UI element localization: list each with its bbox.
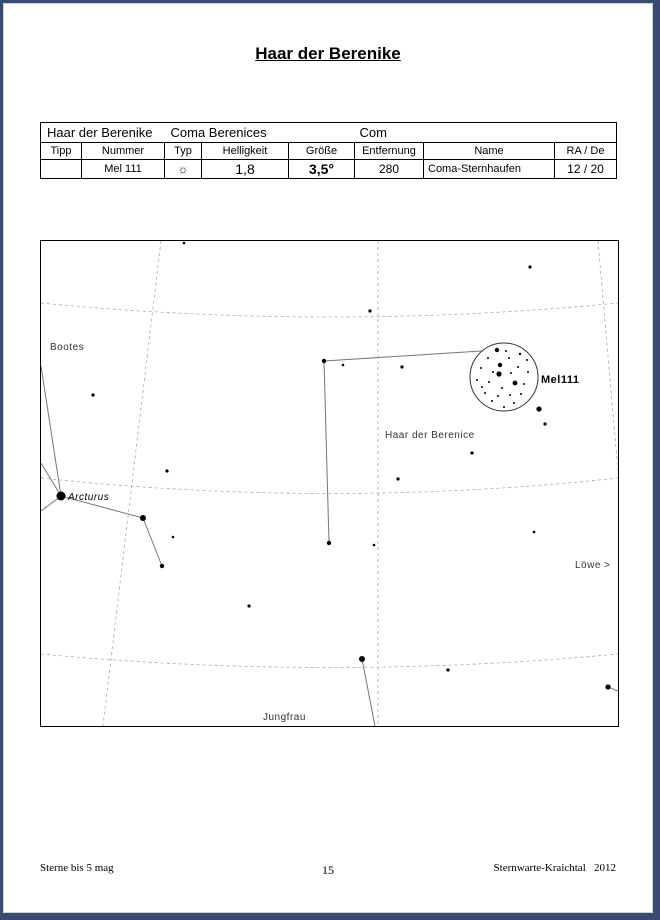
star-chart-svg [41, 241, 618, 726]
star [91, 393, 94, 396]
cell-entfernung: 280 [355, 160, 424, 179]
star [470, 451, 473, 454]
label-haar-der-berenice: Haar der Berenice [385, 430, 475, 441]
header-helligkeit: Helligkeit [202, 143, 289, 160]
grid-dec-line [41, 654, 618, 668]
star [183, 242, 186, 245]
document-page [3, 3, 653, 913]
grid-ra-line [103, 241, 161, 726]
header-ra-de: RA / De [555, 143, 617, 160]
star [359, 656, 365, 662]
page-title: Haar der Berenike [255, 44, 401, 63]
coma-line [324, 361, 329, 543]
label-mel111: Mel111 [541, 374, 580, 386]
star [536, 406, 541, 411]
constellation-info-table [40, 122, 617, 179]
header-typ: Typ [165, 143, 202, 160]
star [160, 564, 164, 568]
header-tipp: Tipp [41, 143, 82, 160]
star [528, 265, 531, 268]
label-arcturus: Arcturus [68, 492, 110, 503]
header-name: Name [424, 143, 555, 160]
constellation-lines [41, 350, 618, 726]
cell-typ-icon: ☼ [165, 160, 202, 179]
field-stars [57, 242, 611, 690]
star [605, 684, 610, 689]
label-bootes: Bootes [50, 342, 85, 353]
cell-helligkeit: 1,8 [202, 160, 289, 179]
bootes-line [41, 366, 61, 496]
constellation-name-de: Haar der Berenike [41, 123, 165, 143]
table-row [41, 160, 617, 179]
virgo-line [362, 659, 375, 726]
header-entfernung: Entfernung [355, 143, 424, 160]
cell-groesse: 3,5° [289, 160, 355, 179]
star [172, 536, 175, 539]
mel111-cluster [470, 343, 538, 411]
footer-right: Sternwarte-Kraichtal 2012 [493, 862, 616, 874]
star [327, 541, 331, 545]
star [400, 365, 403, 368]
star [247, 604, 250, 607]
star [396, 477, 399, 480]
grid-dec-line [41, 303, 618, 317]
bootes-line [143, 518, 162, 566]
coordinate-grid [41, 241, 618, 726]
star [322, 359, 326, 363]
star [533, 531, 536, 534]
constellation-name-lat: Coma Berenices [165, 123, 355, 143]
cell-name: Coma-Sternhaufen [424, 160, 555, 179]
cell-tipp [41, 160, 82, 179]
star [342, 364, 345, 367]
footer-left: Sterne bis 5 mag [40, 862, 114, 874]
star [373, 544, 376, 547]
label-loewe: Löwe > [575, 560, 611, 571]
grid-dec-line [41, 478, 618, 494]
star-chart [40, 240, 619, 727]
cell-ra-de: 12 / 20 [555, 160, 617, 179]
table-header-row [41, 143, 617, 160]
header-groesse: Größe [289, 143, 355, 160]
star [543, 422, 546, 425]
star [165, 469, 168, 472]
footer-page-number: 15 [322, 863, 334, 877]
star [446, 668, 449, 671]
grid-ra-line [598, 241, 618, 471]
cluster-outline [470, 343, 538, 411]
header-nummer: Nummer [82, 143, 165, 160]
star [368, 309, 371, 312]
label-jungfrau: Jungfrau [263, 712, 306, 723]
coma-line [324, 350, 497, 361]
star-arcturus [57, 492, 66, 501]
star [140, 515, 146, 521]
table-title-row [41, 123, 617, 143]
cell-nummer: Mel 111 [82, 160, 165, 179]
constellation-abbr: Com [355, 123, 617, 143]
